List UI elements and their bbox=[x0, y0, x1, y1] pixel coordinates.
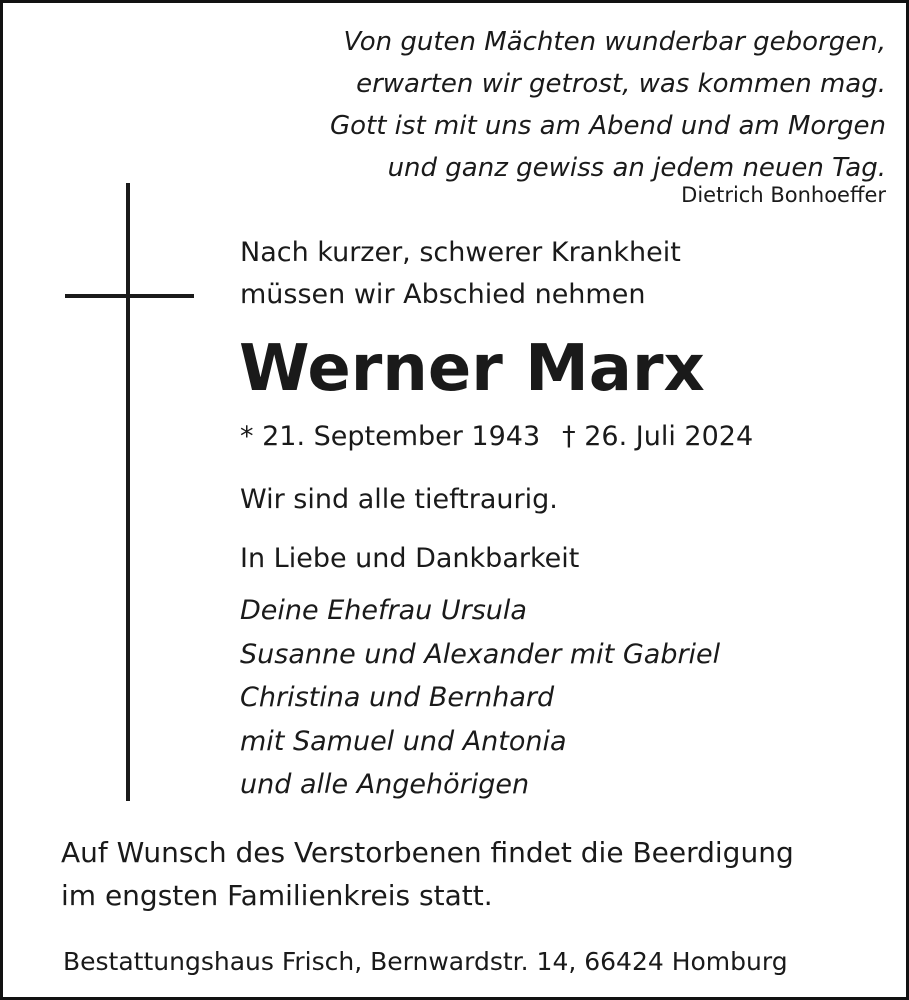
quote-line: Von guten Mächten wunderbar geborgen, bbox=[343, 27, 886, 57]
notice-line: im engsten Familienkreis statt. bbox=[61, 879, 493, 912]
birth-date: * 21. September 1943 bbox=[240, 421, 541, 452]
intro-line: Nach kurzer, schwerer Krankheit bbox=[240, 237, 681, 268]
notice-line: Auf Wunsch des Verstorbenen findet die Beerdigung bbox=[61, 836, 794, 869]
death-date: † 26. Juli 2024 bbox=[562, 421, 754, 452]
family-line: Christina und Bernhard bbox=[240, 682, 555, 713]
quote-line: und ganz gewiss an jedem neuen Tag. bbox=[387, 153, 886, 183]
family-line: mit Samuel und Antonia bbox=[240, 725, 567, 757]
grief-statement: Wir sind alle tieftraurig. bbox=[240, 484, 558, 515]
family-list bbox=[240, 589, 720, 807]
intro-text bbox=[240, 232, 681, 316]
life-dates bbox=[240, 421, 753, 452]
cross-vertical-bar bbox=[126, 183, 130, 801]
family-line: Deine Ehefrau Ursula bbox=[240, 595, 527, 626]
family-line: Susanne und Alexander mit Gabriel bbox=[240, 638, 721, 670]
deceased-name: Werner Marx bbox=[239, 332, 705, 406]
signoff: In Liebe und Dankbarkeit bbox=[240, 543, 580, 574]
bonhoeffer-quote bbox=[330, 21, 886, 189]
cross-horizontal-bar bbox=[65, 294, 194, 298]
quote-author: Dietrich Bonhoeffer bbox=[681, 183, 886, 207]
funeral-home-footer: Bestattungshaus Frisch, Bernwardstr. 14, 66424 Homburg bbox=[63, 947, 788, 976]
funeral-notice bbox=[61, 831, 794, 917]
family-line: und alle Angehörigen bbox=[240, 769, 530, 800]
quote-line: erwarten wir getrost, was kommen mag. bbox=[356, 69, 886, 99]
intro-line: müssen wir Abschied nehmen bbox=[240, 279, 646, 310]
quote-line: Gott ist mit uns am Abend und am Morgen bbox=[329, 111, 886, 141]
